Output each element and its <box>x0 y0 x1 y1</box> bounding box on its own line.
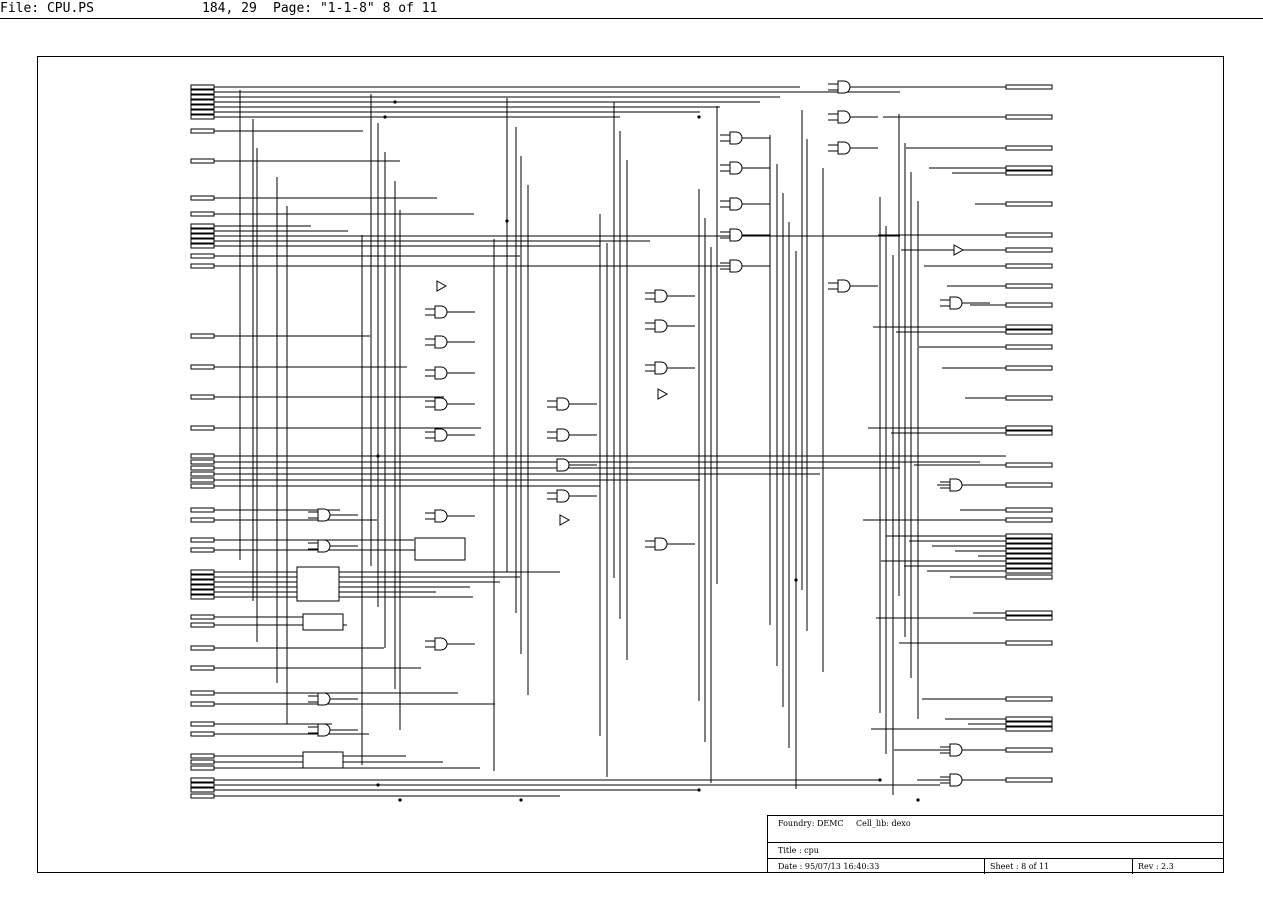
output-port <box>1006 85 1052 89</box>
input-port <box>191 548 214 552</box>
and-gate <box>730 229 742 241</box>
input-port <box>191 244 214 248</box>
and-gate <box>730 198 742 210</box>
and-gate <box>950 479 962 491</box>
output-port <box>1006 697 1052 701</box>
output-port <box>1006 202 1052 206</box>
output-port <box>1006 778 1052 782</box>
input-port <box>191 580 214 584</box>
output-port <box>1006 518 1052 522</box>
and-gate <box>435 429 447 441</box>
title-block <box>767 815 1224 873</box>
input-port <box>191 666 214 670</box>
output-port <box>1006 554 1052 558</box>
junction-dot <box>376 454 379 457</box>
output-port <box>1006 325 1052 329</box>
output-port <box>1006 616 1052 620</box>
buffer-gate <box>560 515 569 525</box>
junction-dot <box>697 115 700 118</box>
input-port <box>191 732 214 736</box>
input-port <box>191 454 214 458</box>
date-label: Date : 95/07/13 16:40:33 <box>778 862 880 871</box>
input-port <box>191 395 214 399</box>
output-port <box>1006 171 1052 175</box>
and-gate <box>838 142 850 154</box>
input-port <box>191 570 214 574</box>
output-port <box>1006 115 1052 119</box>
output-port <box>1006 264 1052 268</box>
input-port <box>191 794 214 798</box>
input-port <box>191 702 214 706</box>
and-gate <box>435 398 447 410</box>
and-gate <box>730 162 742 174</box>
input-port <box>191 254 214 258</box>
input-port <box>191 105 214 109</box>
and-gate <box>655 362 667 374</box>
and-gate <box>557 459 569 471</box>
output-port <box>1006 534 1052 538</box>
and-gate <box>435 510 447 522</box>
input-port <box>191 234 214 238</box>
output-port <box>1006 463 1052 467</box>
input-port <box>191 264 214 268</box>
input-port <box>191 778 214 782</box>
output-port <box>1006 396 1052 400</box>
and-gate <box>838 81 850 93</box>
junction-dot <box>519 798 522 801</box>
and-gate <box>950 774 962 786</box>
input-port <box>191 760 214 764</box>
title-label: Title : cpu <box>778 846 819 855</box>
junction-dot <box>383 115 386 118</box>
and-gate <box>655 538 667 550</box>
module-block <box>303 614 343 630</box>
input-port <box>191 783 214 787</box>
input-port <box>191 691 214 695</box>
and-gate <box>950 744 962 756</box>
input-port <box>191 623 214 627</box>
junction-dots <box>376 100 919 801</box>
and-gate <box>435 638 447 650</box>
junction-dot <box>376 783 379 786</box>
input-port <box>191 239 214 243</box>
output-port <box>1006 748 1052 752</box>
and-gate <box>557 398 569 410</box>
input-port <box>191 85 214 89</box>
gate-group <box>297 81 963 786</box>
and-gate <box>318 540 330 552</box>
input-port <box>191 518 214 522</box>
input-port <box>191 212 214 216</box>
input-port <box>191 766 214 770</box>
junction-dot <box>398 798 401 801</box>
output-port <box>1006 611 1052 615</box>
and-gate <box>557 429 569 441</box>
output-port <box>1006 366 1052 370</box>
junction-dot <box>697 788 700 791</box>
input-port <box>191 508 214 512</box>
input-port <box>191 129 214 133</box>
input-port <box>191 484 214 488</box>
buffer-gate <box>954 245 963 255</box>
output-port <box>1006 166 1052 170</box>
page-indicator: Page: "1-1-8" 8 of 11 <box>273 1 438 16</box>
input-port <box>191 478 214 482</box>
input-port <box>191 585 214 589</box>
output-port <box>1006 717 1052 721</box>
and-gate <box>838 111 850 123</box>
output-port <box>1006 345 1052 349</box>
input-port <box>191 595 214 599</box>
and-gate <box>730 132 742 144</box>
input-port <box>191 646 214 650</box>
input-port <box>191 460 214 464</box>
buffer-gate <box>437 281 446 291</box>
and-gate <box>318 509 330 521</box>
input-port <box>191 196 214 200</box>
and-gate <box>557 490 569 502</box>
input-port <box>191 115 214 119</box>
and-gate <box>950 297 962 309</box>
input-port <box>191 95 214 99</box>
output-port <box>1006 431 1052 435</box>
and-gate <box>655 320 667 332</box>
and-gate <box>435 306 447 318</box>
and-gate <box>318 693 330 705</box>
output-port <box>1006 569 1052 573</box>
input-port <box>191 159 214 163</box>
sheet-label: Sheet : 8 of 11 <box>990 862 1050 871</box>
input-port <box>191 334 214 338</box>
and-gate <box>435 367 447 379</box>
input-port <box>191 224 214 228</box>
revision-label: Rev : 2.3 <box>1138 862 1174 871</box>
input-port <box>191 722 214 726</box>
input-port <box>191 426 214 430</box>
output-port <box>1006 722 1052 726</box>
junction-dot <box>393 100 396 103</box>
and-gate <box>435 336 447 348</box>
input-port <box>191 90 214 94</box>
input-port <box>191 466 214 470</box>
output-port <box>1006 549 1052 553</box>
output-port <box>1006 146 1052 150</box>
junction-dot <box>916 798 919 801</box>
input-port <box>191 229 214 233</box>
input-port <box>191 100 214 104</box>
and-gate <box>730 260 742 272</box>
cursor-coordinates: 184, 29 <box>202 1 257 16</box>
cell-lib-label: Cell_lib: dexo <box>856 819 911 828</box>
junction-dot <box>794 578 797 581</box>
input-port <box>191 754 214 758</box>
output-port <box>1006 575 1052 579</box>
and-gate <box>318 724 330 736</box>
file-name: File: CPU.PS <box>0 1 94 16</box>
junction-dot <box>505 219 508 222</box>
output-port <box>1006 303 1052 307</box>
input-port <box>191 615 214 619</box>
output-port <box>1006 248 1052 252</box>
output-port <box>1006 564 1052 568</box>
junction-dot <box>878 778 881 781</box>
output-port <box>1006 641 1052 645</box>
output-port <box>1006 559 1052 563</box>
output-port <box>1006 727 1052 731</box>
buffer-gate <box>658 389 667 399</box>
module-block <box>303 752 343 768</box>
input-port <box>191 788 214 792</box>
port-group <box>191 85 1052 798</box>
output-port <box>1006 508 1052 512</box>
input-port <box>191 590 214 594</box>
output-port <box>1006 233 1052 237</box>
input-port <box>191 538 214 542</box>
output-port <box>1006 330 1052 334</box>
and-gate <box>838 280 850 292</box>
input-port <box>191 472 214 476</box>
input-port <box>191 365 214 369</box>
output-port <box>1006 284 1052 288</box>
module-block <box>415 538 465 560</box>
output-port <box>1006 483 1052 487</box>
input-port <box>191 110 214 114</box>
foundry-label: Foundry: DEMC <box>778 819 844 828</box>
output-port <box>1006 539 1052 543</box>
and-gate <box>655 290 667 302</box>
output-port <box>1006 426 1052 430</box>
input-port <box>191 575 214 579</box>
module-block <box>297 567 339 601</box>
output-port <box>1006 544 1052 548</box>
wire-net <box>214 84 1006 796</box>
